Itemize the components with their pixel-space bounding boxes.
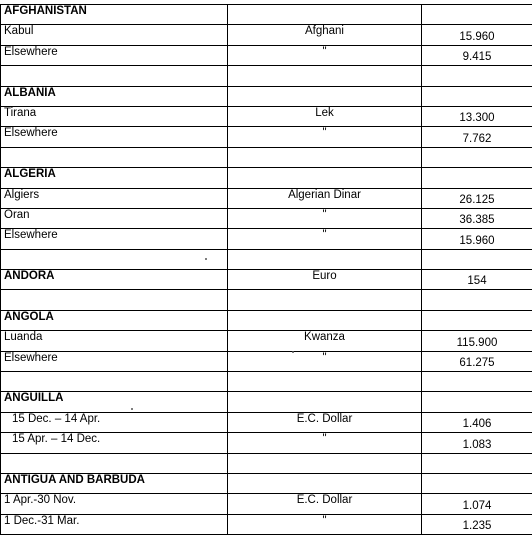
country-row	[1, 310, 532, 330]
rate-cell: 15.960	[422, 25, 532, 45]
rate-cell	[422, 249, 532, 269]
rate-cell: 154	[422, 270, 532, 290]
rate-cell: 36.385	[422, 208, 532, 228]
currency-cell: E.C. Dollar	[228, 412, 422, 432]
location-row	[1, 351, 532, 371]
currency-cell	[228, 453, 422, 473]
location-row	[1, 127, 532, 147]
country-row	[1, 473, 532, 493]
currency-cell: Algerian Dinar	[228, 188, 422, 208]
currency-cell	[228, 86, 422, 106]
location-row	[1, 25, 532, 45]
rate-cell: 15.960	[422, 229, 532, 249]
currency-cell	[228, 473, 422, 493]
currency-cell: Afghani	[228, 25, 422, 45]
location-cell: Elsewhere	[1, 229, 228, 249]
spacer-row	[1, 249, 532, 269]
rate-cell	[422, 290, 532, 310]
currency-cell	[228, 66, 422, 86]
scan-speck	[205, 258, 207, 260]
location-row	[1, 494, 532, 514]
country-row	[1, 270, 532, 290]
currency-cell: "	[228, 208, 422, 228]
spacer-row	[1, 66, 532, 86]
location-cell: ALBANIA	[1, 86, 228, 106]
rates-table	[0, 4, 532, 535]
country-row	[1, 392, 532, 412]
rate-cell: 1.406	[422, 412, 532, 432]
country-row	[1, 86, 532, 106]
location-cell: Elsewhere	[1, 351, 228, 371]
location-cell	[1, 372, 228, 392]
scan-speck	[131, 408, 133, 410]
currency-cell: Lek	[228, 106, 422, 126]
country-row	[1, 5, 532, 25]
currency-cell	[228, 372, 422, 392]
location-cell: ANGUILLA	[1, 392, 228, 412]
currency-cell	[228, 249, 422, 269]
rate-cell: 1.083	[422, 433, 532, 453]
location-cell	[1, 147, 228, 167]
rate-cell	[422, 392, 532, 412]
currency-cell: "	[228, 351, 422, 371]
location-cell: Oran	[1, 208, 228, 228]
rate-cell	[422, 86, 532, 106]
rate-cell: 7.762	[422, 127, 532, 147]
rate-cell	[422, 168, 532, 188]
currency-cell: E.C. Dollar	[228, 494, 422, 514]
location-cell: Luanda	[1, 331, 228, 351]
currency-cell: "	[228, 514, 422, 534]
location-row	[1, 514, 532, 534]
location-cell	[1, 66, 228, 86]
location-cell: Elsewhere	[1, 127, 228, 147]
rate-cell: 9.415	[422, 45, 532, 65]
location-cell: Algiers	[1, 188, 228, 208]
currency-cell: Euro	[228, 270, 422, 290]
currency-cell	[228, 168, 422, 188]
rate-cell	[422, 147, 532, 167]
location-cell: 15 Apr. – 14 Dec.	[1, 433, 228, 453]
location-cell: ALGERIA	[1, 168, 228, 188]
location-cell	[1, 453, 228, 473]
location-cell: Kabul	[1, 25, 228, 45]
location-cell	[1, 290, 228, 310]
location-cell: AFGHANISTAN	[1, 5, 228, 25]
rate-cell	[422, 310, 532, 330]
country-row	[1, 168, 532, 188]
currency-cell	[228, 310, 422, 330]
currency-cell	[228, 290, 422, 310]
currency-cell	[228, 5, 422, 25]
spacer-row	[1, 147, 532, 167]
rate-cell: 26.125	[422, 188, 532, 208]
rate-cell	[422, 5, 532, 25]
location-cell: 1 Dec.-31 Mar.	[1, 514, 228, 534]
rate-cell	[422, 372, 532, 392]
location-row	[1, 412, 532, 432]
location-cell	[1, 249, 228, 269]
rates-table-body	[1, 5, 532, 535]
currency-cell: "	[228, 127, 422, 147]
currency-cell	[228, 147, 422, 167]
rate-cell: 1.235	[422, 514, 532, 534]
currency-cell: "	[228, 45, 422, 65]
currency-cell: "	[228, 229, 422, 249]
currency-cell: "	[228, 433, 422, 453]
location-cell: ANGOLA	[1, 310, 228, 330]
location-row	[1, 433, 532, 453]
rate-cell: 1.074	[422, 494, 532, 514]
location-row	[1, 208, 532, 228]
currency-cell: Kwanza	[228, 331, 422, 351]
rate-cell	[422, 473, 532, 493]
spacer-row	[1, 290, 532, 310]
spacer-row	[1, 372, 532, 392]
location-row	[1, 331, 532, 351]
location-row	[1, 45, 532, 65]
spacer-row	[1, 453, 532, 473]
location-cell: ANTIGUA AND BARBUDA	[1, 473, 228, 493]
rate-cell: 115.900	[422, 331, 532, 351]
rate-cell	[422, 453, 532, 473]
scan-speck	[292, 351, 294, 353]
location-cell: ANDORA	[1, 270, 228, 290]
rate-cell	[422, 66, 532, 86]
location-row	[1, 229, 532, 249]
location-cell: 1 Apr.-30 Nov.	[1, 494, 228, 514]
location-row	[1, 188, 532, 208]
rate-cell: 13.300	[422, 106, 532, 126]
location-row	[1, 106, 532, 126]
location-cell: Elsewhere	[1, 45, 228, 65]
location-cell: 15 Dec. – 14 Apr.	[1, 412, 228, 432]
currency-cell	[228, 392, 422, 412]
location-cell: Tirana	[1, 106, 228, 126]
rate-cell: 61.275	[422, 351, 532, 371]
